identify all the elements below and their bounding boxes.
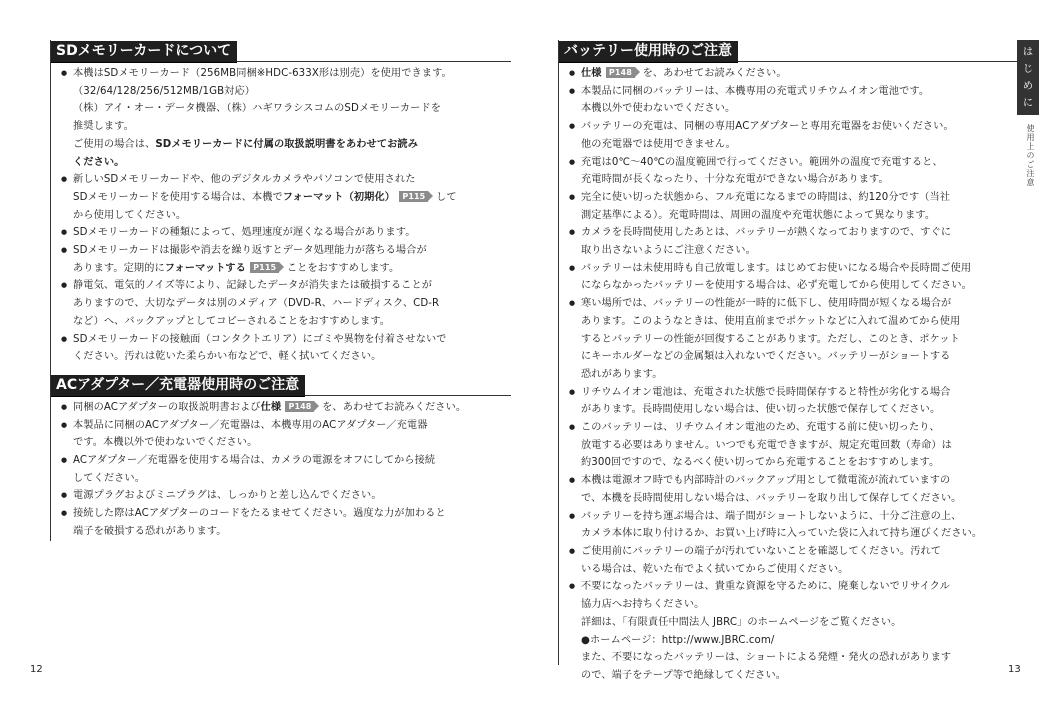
chapter-tab[interactable] [1017, 40, 1039, 115]
page-ref-badge[interactable]: P148 [285, 401, 314, 412]
battery-item-13-line-2: いる場合は、乾いた布でよく拭いてからご使用ください。 [581, 563, 849, 575]
battery-item-6-line-2: 取り出さないようにご注意ください。 [581, 245, 756, 257]
battery-item-3-line-1: ● バッテリーの充電は、同梱の専用ACアダプターと専用充電器をお使いください。 [581, 121, 954, 133]
battery-item-13-line-1: ● ご使用前にバッテリーの端子が汚れていないことを確認してください。汚れて [581, 545, 942, 557]
battery-item-13 [569, 543, 1017, 578]
battery-section-header [559, 40, 1017, 62]
sd-item-1-line-2: （32/64/128/256/512MB/1GB対応） [73, 85, 256, 97]
jbrc-url-line[interactable]: ●ホームページ：http://www.JBRC.com/ [581, 634, 775, 646]
sd-item-4-line-2c: ことをおすすめします。 [286, 262, 400, 274]
battery-item-11-line-2: で、本機を長時間使用しない場合は、バッテリーを取り出して保存してください。 [581, 492, 962, 504]
battery-item-11 [569, 472, 1017, 507]
ac-item-1-line-1c: を、あわせてお読みください。 [322, 401, 467, 413]
sd-item-1-line-4: 推奨します。 [73, 121, 134, 133]
sd-list [61, 65, 511, 366]
sd-section-header [51, 40, 511, 62]
sd-item-5 [61, 277, 511, 330]
sd-item-4-format: フォーマットする [164, 262, 246, 274]
battery-item-8 [569, 295, 1017, 384]
sd-item-1-p3-bold: ください。 [73, 156, 125, 168]
page-ref-badge[interactable]: P115 [250, 262, 279, 273]
battery-item-11-line-1: ● 本機は電源オフ時でも内部時計のバックアップ用として微電流が流れていますの [581, 475, 951, 487]
ac-item-5-line-2: 端子を破損する恐れがあります。 [73, 525, 227, 537]
ac-item-1-line-1a: 同梱のACアダプターの取扱説明書および [73, 401, 261, 413]
sd-item-2-format: フォーマット（初期化） [282, 191, 396, 203]
ac-section-title: ACアダプター／充電器使用時のご注意 [51, 375, 305, 397]
battery-item-14-line-3: 詳細は、「有限責任中間法人 JBRC」のホームページをご覧ください。 [581, 616, 902, 628]
battery-item-9 [569, 384, 1017, 419]
battery-item-10 [569, 419, 1017, 472]
battery-section-title: バッテリー使用時のご注意 [559, 41, 738, 63]
sd-item-2-line-2a: SDメモリーカードを使用する場合は、本機で [73, 191, 283, 203]
chapter-tab-char-1: は [1023, 47, 1033, 58]
battery-item-4 [569, 154, 1017, 189]
ac-list [61, 399, 511, 541]
battery-item-5-line-1: ● 完全に使い切った状態から、フル充電になるまでの時間は、約120分です（当社 [581, 191, 951, 203]
battery-item-14-line-6: ので、端子をテープ等で絶縁してください。 [581, 669, 787, 681]
ac-item-2 [61, 417, 511, 452]
battery-item-1-line-1c: を、あわせてお読みください。 [642, 68, 787, 79]
battery-item-7 [569, 260, 1017, 295]
ac-item-2-line-1: ● 本製品に同梱のACアダプター／充電器は、本機専用のACアダプター／充電器 [73, 419, 428, 431]
chapter-subtitle: 使用上のご注意 [1026, 124, 1035, 187]
sd-item-2 [61, 171, 511, 224]
battery-item-6-line-1: ● カメラを長時間使用したあとは、バッテリーが熱くなっておりますので、すぐに [581, 227, 952, 239]
battery-item-12-line-2: カメラ本体に取り付けるか、お買い上げ時に入っていた袋に入れて持ち運びください。 [581, 528, 983, 540]
ac-item-1-spec: 仕様 [260, 401, 282, 413]
battery-item-8-line-3: するとバッテリーの性能が回復することがあります。ただし、このとき、ポケット [581, 333, 960, 345]
page-number-left: 12 [30, 664, 43, 675]
sd-item-5-line-1: ● 静電気、電気的ノイズ等により、記録したデータが消失または破損することが [73, 280, 433, 292]
battery-item-1 [569, 65, 1017, 83]
battery-item-3-line-2: 他の充電器では使用できません。 [581, 138, 736, 150]
sd-item-1-p2-bold: SDメモリーカードに付属の取扱説明書をあわせてお読み [155, 138, 418, 150]
sd-item-2-line-3: から使用してください。 [73, 209, 187, 221]
battery-item-8-line-1: ● 寒い場所では、バッテリーの性能が一時的に低下し、使用時間が短くなる場合が [581, 298, 952, 310]
page-number-right: 13 [1008, 664, 1021, 675]
battery-item-6 [569, 224, 1017, 259]
ac-section-header [51, 374, 511, 396]
sd-item-4 [61, 242, 511, 277]
sd-item-6 [61, 331, 511, 366]
sd-item-1-line-3: （株）アイ・オー・データ機器、（株）ハギワラシスコムのSDメモリーカードを [73, 103, 442, 115]
battery-item-3 [569, 118, 1017, 153]
battery-list [569, 65, 1017, 685]
battery-item-2 [569, 83, 1017, 118]
sd-item-6-line-1: ● SDメモリーカードの接触面（コンタクトエリア）にゴミや異物を付着させないで [73, 333, 447, 345]
ac-item-5 [61, 505, 511, 540]
battery-item-8-line-2: あります。このようなときは、使用直前までポケットなどに入れて温めてから使用 [581, 315, 961, 327]
battery-item-8-line-5: 恐れがあります。 [581, 368, 663, 380]
battery-item-5-line-2: 測定基準による）。充電時間は、周囲の温度や充電状態によって異なります。 [581, 209, 936, 221]
ac-item-4-line-1: ● 電源プラグおよびミニプラグは、しっかりと差し込んでください。 [73, 490, 382, 502]
ac-item-5-line-1: ● 接続した際はACアダプターのコードをたるませてください。過度な力が加わると [73, 508, 446, 520]
battery-item-9-line-2: があります。長時間使用しない場合は、使い切った状態で保存してください。 [581, 404, 941, 416]
sd-item-3 [61, 224, 511, 242]
battery-item-1-spec: 仕様 [581, 68, 602, 79]
battery-item-2-line-1: ● 本製品に同梱のバッテリーは、本機専用の充電式リチウムイオン電池です。 [581, 85, 930, 97]
battery-item-4-line-2: 充電時間が長くなったり、十分な充電ができない場合があります。 [581, 174, 889, 186]
sd-item-4-line-2a: あります。定期的に [73, 262, 165, 274]
sd-item-1-p2: ご使用の場合は、 [73, 138, 156, 150]
battery-item-7-line-1: ● バッテリーは未使用時も自己放電します。はじめてお使いになる場合や長時間ご使用 [581, 262, 972, 274]
battery-item-12 [569, 508, 1017, 543]
sd-item-1 [61, 65, 511, 171]
battery-item-2-line-2: 本機以外で使わないでください。 [581, 103, 736, 115]
ac-item-3-line-2: してください。 [73, 472, 146, 484]
sd-item-1-line-1: ● 本機はSDメモリーカード（256MB同梱※HDC-633X形は別売）を使用できます。 [73, 68, 452, 79]
sd-item-2-line-2c: して [436, 191, 457, 203]
battery-item-10-line-2: 放電する必要はありません。いつでも充電できますが、規定充電回数（寿命）は [581, 439, 952, 451]
ac-item-3-line-1: ● ACアダプター／充電器を使用する場合は、カメラの電源をオフにしてから接続 [73, 455, 436, 467]
battery-item-7-line-2: にならなかったバッテリーを使用する場合は、必ず充電してから使用してください。 [581, 280, 972, 292]
chapter-tab-char-4: に [1023, 98, 1033, 109]
battery-item-14-line-1: ● 不要になったバッテリーは、貴重な資源を守るために、廃棄しないでリサイクル [581, 581, 950, 593]
page-ref-badge[interactable]: P115 [399, 191, 428, 202]
sd-item-5-line-3: など）へ、バックアップとしてコピーされることをおすすめします。 [73, 315, 391, 327]
battery-item-10-line-3: 約300回ですので、なるべく使い切ってから充電することをおすすめします。 [581, 457, 940, 469]
sd-section-title: SDメモリーカードについて [51, 41, 237, 63]
battery-item-5 [569, 189, 1017, 224]
battery-item-12-line-1: ● バッテリーを持ち運ぶ場合は、端子間がショートしないように、十分ご注意の上、 [581, 510, 962, 522]
ac-item-2-line-2: です。本機以外で使わないでください。 [73, 437, 258, 449]
sd-item-6-line-2: ください。汚れは乾いた柔らかい布などで、軽く拭いてください。 [73, 351, 382, 363]
ac-item-3 [61, 452, 511, 487]
sd-item-5-line-2: ありますので、大切なデータは別のメディア（DVD-R、ハードディスク、CD-R [73, 298, 440, 310]
battery-item-9-line-1: ● リチウムイオン電池は、充電された状態で長時間保存すると特性が劣化する場合 [581, 386, 951, 398]
battery-item-14-line-5: また、不要になったバッテリーは、ショートによる発煙・発火の恐れがあります [581, 652, 952, 664]
battery-item-14 [569, 578, 1017, 684]
sd-item-3-line-1: ● SDメモリーカードの種類によって、処理速度が遅くなる場合があります。 [73, 227, 416, 239]
page-ref-badge[interactable]: P148 [606, 67, 635, 78]
ac-item-1 [61, 399, 511, 417]
ac-item-4 [61, 487, 511, 505]
sd-item-4-line-1: ● SDメモリーカードは撮影や消去を繰り返すとデータ処理能力が落ちる場合が [73, 245, 427, 257]
battery-item-10-line-1: ● このバッテリーは、リチウムイオン電池のため、充電する前に使い切ったり、 [581, 422, 940, 434]
battery-item-4-line-1: ● 充電は0℃〜40℃の温度範囲で行ってください。範囲外の温度で充電すると、 [581, 156, 943, 168]
chapter-tab-char-2: じ [1023, 64, 1033, 75]
sd-item-2-line-1: ● 新しいSDメモリーカードや、他のデジタルカメラやパソコンで使用された [73, 174, 416, 186]
battery-item-8-line-4: にキーホルダーなどの金属類は入れないでください。バッテリーがショートする [581, 351, 951, 363]
left-column [50, 40, 511, 541]
battery-item-14-line-2: 協力店へお持ちください。 [581, 599, 705, 611]
chapter-tab-char-3: め [1023, 81, 1033, 92]
